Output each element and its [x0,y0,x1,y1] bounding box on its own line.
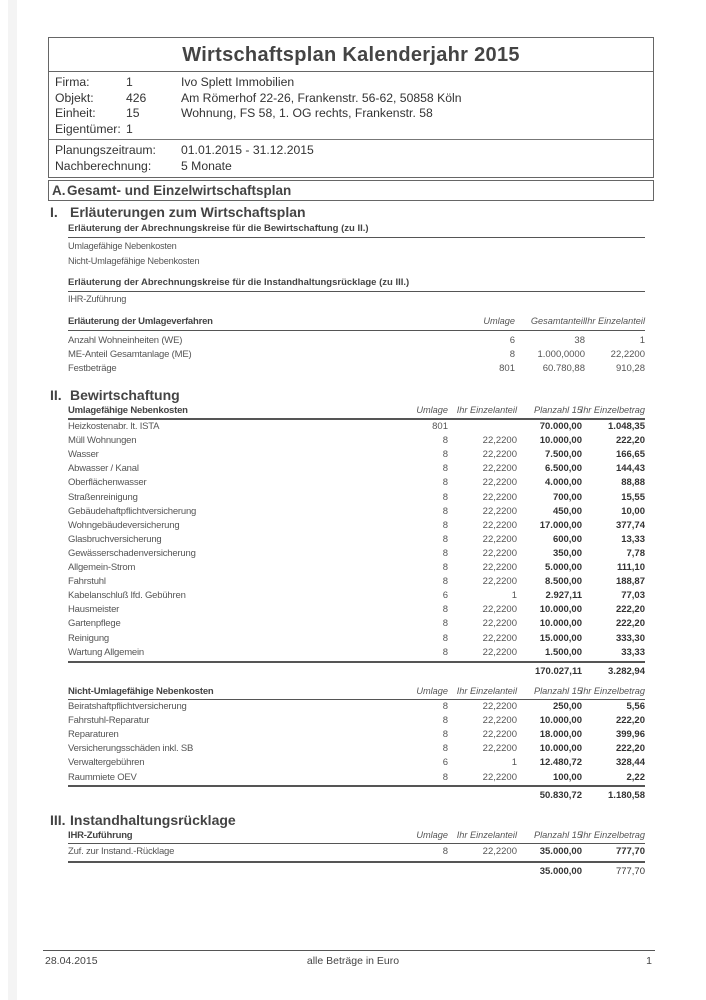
row-planzahl: 10.000,00 [539,604,582,616]
row-einzelanteil: 22,2200 [482,632,517,644]
row-label: Versicherungsschäden inkl. SB [68,743,194,755]
info-label: Einheit: [55,106,96,120]
row-umlage: 8 [442,632,448,644]
row-planzahl: 12.480,72 [539,757,582,769]
total-einzelbetrag: 3.282,94 [608,666,645,677]
row-umlage: 8 [442,576,448,588]
row-umlage: 6 [509,335,515,346]
nicht-umlagefaehig-table-header [68,686,645,700]
row-einzelbetrag: 15,55 [621,491,645,503]
divider [68,843,645,844]
row-umlage: 8 [442,701,448,712]
footer-date: 28.04.2015 [45,955,98,967]
info-row-einheit [55,106,647,122]
row-label: Glasbruchversicherung [68,533,162,545]
section-2-heading [50,387,180,403]
row-einzelanteil: 22,2200 [482,646,517,658]
table-row [68,435,645,449]
row-einzelanteil: 22,2200 [482,846,517,857]
row-planzahl: 5.000,00 [545,562,582,573]
row-label: Allgemein-Strom [68,562,136,573]
info-row-eigentuemer [55,122,647,138]
divider [68,330,645,331]
subsection-heading: Erläuterung der Abrechnungskreise für die Instandhaltungsrücklage (zu III.) [68,277,410,288]
row-label: Straßenreinigung [68,491,138,503]
table-row [68,590,645,604]
subsection-heading: Erläuterung der Abrechnungskreise für die Bewirtschaftung (zu II.) [68,223,369,234]
planning-label: Nachberechnung: [55,158,152,173]
row-label: Fahrstuhl [68,576,106,588]
umlage-table-header [68,316,645,330]
row-planzahl: 8.500,00 [545,576,582,588]
header-einzelanteil: Ihr Einzelanteil [456,686,517,696]
row-einzelanteil: 1 [511,590,517,602]
table-row [68,647,645,661]
list-item: Nicht-Umlagefähige Nebenkosten [68,256,200,266]
row-planzahl: 350,00 [552,547,582,559]
row-label: Verwaltergebühren [68,757,145,769]
row-gesamtanteil: 38 [574,335,585,346]
table-row [68,349,645,363]
row-einzelbetrag: 222,20 [615,743,645,755]
header-einzelanteil: Ihr Einzelanteil [456,405,517,415]
row-einzelanteil: 22,2200 [610,349,645,360]
row-label: Oberflächenwasser [68,477,147,489]
divider [68,418,645,420]
row-einzelanteil: 22,2200 [482,533,517,545]
header-planzahl: Planzahl 15 [533,405,582,415]
header-label: Nicht-Umlagefähige Nebenkosten [68,686,214,697]
divider [68,861,645,863]
row-label: Anzahl Wohneinheiten (WE) [68,335,183,346]
row-einzelbetrag: 777,70 [615,846,645,857]
table-row [68,633,645,647]
row-einzelanteil: 22,2200 [482,743,517,755]
row-einzelanteil: 1 [511,757,517,769]
info-row-firma [55,75,647,91]
row-umlage: 8 [442,562,448,573]
total-einzelbetrag: 777,70 [615,866,645,877]
row-umlage: 8 [442,547,448,559]
row-label: Wasser [68,449,99,461]
divider [68,785,645,787]
total-planzahl: 50.830,72 [539,790,582,801]
table-row [68,576,645,590]
row-umlage: 8 [442,846,448,857]
header-label: Erläuterung der Umlageverfahren [68,316,213,327]
row-label: Beiratshaftpflichtversicherung [68,701,187,712]
row-umlage: 6 [442,757,448,769]
list-item: Umlagefähige Nebenkosten [68,241,177,251]
row-einzelbetrag: 13,33 [621,533,645,545]
row-einzelanteil: 22,2200 [482,604,517,616]
row-einzelanteil: 22,2200 [482,435,517,447]
header-umlage: Umlage [416,830,448,840]
planning-row [55,159,647,175]
table-row [68,701,645,715]
row-einzelbetrag: 399,96 [615,729,645,741]
umlagefaehig-total-row [68,666,645,680]
row-einzelanteil: 22,2200 [482,491,517,503]
row-einzelbetrag: 222,20 [615,435,645,447]
row-einzelbetrag: 88,88 [621,477,645,489]
row-planzahl: 2.927,11 [545,590,582,602]
info-number: 1 [126,121,133,136]
row-planzahl: 700,00 [552,491,582,503]
row-einzelanteil: 22,2200 [482,771,517,783]
section-number: II. [50,387,62,403]
row-planzahl: 450,00 [552,505,582,517]
table-row [68,604,645,618]
row-umlage: 8 [442,604,448,616]
info-number: 426 [126,90,147,105]
row-gesamtanteil: 60.780,88 [542,363,585,374]
row-einzelbetrag: 33,33 [621,646,645,658]
row-einzelanteil: 22,2200 [482,519,517,531]
row-label: Gewässerschadenversicherung [68,547,196,559]
row-planzahl: 15.000,00 [539,632,582,644]
scan-edge [8,0,17,1000]
header-umlage: Umlage [483,316,515,326]
row-einzelbetrag: 222,20 [615,715,645,727]
row-einzelbetrag: 77,03 [621,590,645,602]
info-value: Am Römerhof 22-26, Frankenstr. 56-62, 50858 Köln [181,90,462,105]
header-gesamtanteil: Gesamtanteil [530,316,585,326]
row-label: Müll Wohnungen [68,435,137,447]
divider [68,291,645,292]
row-planzahl: 35.000,00 [539,846,582,857]
row-label: Heizkostenabr. lt. ISTA [68,421,160,432]
row-planzahl: 100,00 [552,771,582,783]
info-value: Wohnung, FS 58, 1. OG rechts, Frankenstr. 58 [181,106,433,120]
row-planzahl: 18.000,00 [539,729,582,741]
section-number: I. [50,204,58,220]
row-einzelbetrag: 10,00 [621,505,645,517]
total-einzelbetrag: 1.180,58 [608,790,645,801]
total-planzahl: 170.027,11 [534,666,582,677]
row-einzelanteil: 22,2200 [482,729,517,741]
header-label: Umlagefähige Nebenkosten [68,405,188,416]
table-row [68,743,645,757]
row-umlage: 801 [499,363,515,374]
object-info [49,72,653,140]
ihr-table-header [68,830,645,844]
umlagefaehig-table-header [68,405,645,419]
divider [68,237,645,238]
header-einzelanteil: Ihr Einzelanteil [456,830,517,840]
planning-value: 5 Monate [181,158,232,173]
row-einzelanteil: 22,2200 [482,477,517,489]
row-einzelbetrag: 7,78 [626,547,645,559]
row-umlage: 8 [442,477,448,489]
row-umlage: 8 [442,715,448,727]
row-planzahl: 10.000,00 [539,743,582,755]
table-row [68,449,645,463]
row-label: Abwasser / Kanal [68,463,139,475]
row-umlage: 8 [442,646,448,658]
table-row [68,363,645,377]
row-umlage: 8 [442,743,448,755]
section-1-heading [50,204,306,220]
row-label: Hausmeister [68,604,120,616]
row-planzahl: 250,00 [552,701,582,712]
row-einzelanteil: 22,2200 [482,547,517,559]
planning-info [49,140,653,177]
header-einzelanteil: Ihr Einzelanteil [584,316,645,326]
table-row [68,548,645,562]
header-einzelbetrag: Ihr Einzelbetrag [580,405,645,415]
divider [68,699,645,700]
row-einzelanteil: 22,2200 [482,618,517,630]
row-planzahl: 7.500,00 [545,449,582,461]
row-label: Kabelanschluß lfd. Gebühren [68,590,186,602]
row-einzelbetrag: 333,30 [615,632,645,644]
row-label: Zuf. zur Instand.-Rücklage [68,846,175,857]
row-einzelbetrag: 1.048,35 [608,421,645,432]
header-einzelbetrag: Ihr Einzelbetrag [580,830,645,840]
header-umlage: Umlage [416,405,448,415]
header-label: IHR-Zuführung [68,830,133,841]
row-umlage: 8 [442,491,448,503]
table-row [68,715,645,729]
table-row [68,506,645,520]
row-einzelanteil: 22,2200 [482,449,517,461]
row-label: Reparaturen [68,729,119,741]
table-row [68,618,645,632]
table-row [68,534,645,548]
row-planzahl: 17.000,00 [539,519,582,531]
divider [68,661,645,663]
section-letter: A. [52,183,66,198]
table-row [68,421,645,435]
header-einzelbetrag: Ihr Einzelbetrag [580,686,645,696]
row-umlage: 6 [442,590,448,602]
table-row [68,846,645,860]
row-umlage: 8 [442,519,448,531]
row-einzelanteil: 22,2200 [482,562,517,573]
table-row [68,492,645,506]
row-label: Reinigung [68,632,109,644]
row-umlage: 8 [442,449,448,461]
row-umlage: 801 [432,421,448,432]
row-planzahl: 4.000,00 [545,477,582,489]
row-einzelbetrag: 328,44 [615,757,645,769]
info-number: 15 [126,106,140,120]
document-title: Wirtschaftsplan Kalenderjahr 2015 [49,38,653,72]
info-label: Eigentümer: [55,121,121,136]
row-einzelbetrag: 377,74 [615,519,645,531]
section-title: Bewirtschaftung [70,387,180,403]
header-planzahl: Planzahl 15 [533,830,582,840]
table-row [68,335,645,349]
row-einzelanteil: 22,2200 [482,701,517,712]
total-planzahl: 35.000,00 [539,866,582,877]
row-einzelanteil: 910,28 [615,363,645,374]
row-label: Fahrstuhl-Reparatur [68,715,150,727]
footer-note: alle Beträge in Euro [306,955,400,967]
footer-divider [43,950,655,951]
section-title: Gesamt- und Einzelwirtschaftsplan [67,183,292,198]
info-row-objekt [55,91,647,107]
row-label: Festbeträge [68,363,117,374]
section-title: Erläuterungen zum Wirtschaftsplan [70,204,306,220]
info-value: Ivo Splett Immobilien [181,75,295,89]
row-einzelanteil: 22,2200 [482,463,517,475]
row-umlage: 8 [442,435,448,447]
row-einzelanteil: 22,2200 [482,576,517,588]
row-label: Wartung Allgemein [68,646,144,658]
row-label: Raummiete OEV [68,771,137,783]
row-planzahl: 6.500,00 [545,463,582,475]
row-einzelbetrag: 222,20 [615,604,645,616]
info-label: Firma: [55,75,90,89]
row-einzelanteil: 22,2200 [482,505,517,517]
list-item: IHR-Zuführung [68,294,127,304]
ihr-total-row [68,866,645,880]
section-title: Instandhaltungsrücklage [70,812,236,828]
row-planzahl: 1.500,00 [545,646,582,658]
header-planzahl: Planzahl 15 [533,686,582,696]
row-einzelbetrag: 144,43 [615,463,645,475]
row-einzelbetrag: 5,56 [626,701,645,712]
table-row [68,772,645,786]
table-row [68,757,645,771]
row-planzahl: 10.000,00 [539,618,582,630]
row-umlage: 8 [509,349,515,360]
row-planzahl: 10.000,00 [539,715,582,727]
row-umlage: 8 [442,463,448,475]
table-row [68,463,645,477]
section-3-heading [50,812,236,828]
row-label: ME-Anteil Gesamtanlage (ME) [68,349,192,360]
row-planzahl: 70.000,00 [539,421,582,432]
document-header [48,37,654,178]
table-row [68,520,645,534]
table-row [68,729,645,743]
row-umlage: 8 [442,771,448,783]
planning-label: Planungszeitraum: [55,143,156,157]
row-planzahl: 600,00 [552,533,582,545]
planning-value: 01.01.2015 - 31.12.2015 [181,143,314,157]
row-label: Gebäudehaftpflichtversicherung [68,505,197,517]
row-umlage: 8 [442,729,448,741]
section-a-heading [48,180,654,201]
row-einzelbetrag: 2,22 [626,771,645,783]
row-einzelbetrag: 222,20 [615,618,645,630]
row-einzelbetrag: 166,65 [615,449,645,461]
section-number: III. [50,812,66,828]
row-einzelbetrag: 188,87 [615,576,645,588]
row-gesamtanteil: 1.000,0000 [537,349,585,360]
row-einzelanteil: 1 [639,335,645,346]
header-umlage: Umlage [416,686,448,696]
info-label: Objekt: [55,90,94,105]
table-row [68,477,645,491]
page-number: 1 [646,955,652,967]
table-row [68,562,645,576]
row-label: Gartenpflege [68,618,121,630]
info-number: 1 [126,75,133,89]
row-einzelbetrag: 111,10 [616,562,645,573]
planning-row [55,143,647,159]
row-einzelanteil: 22,2200 [482,715,517,727]
row-umlage: 8 [442,533,448,545]
nicht-umlagefaehig-total-row [68,790,645,804]
row-umlage: 8 [442,505,448,517]
row-umlage: 8 [442,618,448,630]
row-label: Wohngebäudeversicherung [68,519,180,531]
row-planzahl: 10.000,00 [539,435,582,447]
